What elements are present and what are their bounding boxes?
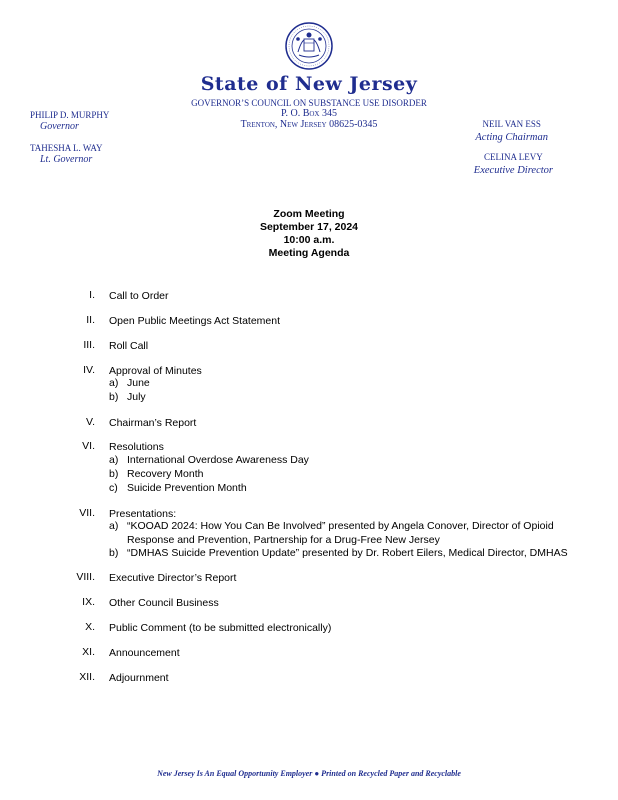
sub-letter: b): [109, 468, 119, 480]
governor-name: PHILIP D. MURPHY: [30, 110, 110, 120]
agenda-number: VII.: [79, 507, 95, 519]
agenda-number: II.: [86, 314, 95, 326]
sub-letter: a): [109, 454, 119, 466]
agenda-text: Presentations:: [109, 508, 177, 520]
agenda-text: Chairman’s Report: [109, 417, 197, 429]
agenda-number: IX.: [82, 596, 95, 608]
agenda-number: VI.: [82, 440, 95, 452]
agenda-text: Open Public Meetings Act Statement: [109, 315, 281, 327]
agenda-text: Approval of Minutes: [109, 365, 202, 377]
meeting-agenda-title: Meeting Agenda: [268, 247, 350, 259]
sub-text: “DMHAS Suicide Prevention Update” presented by Dr. Robert Eilers, Medical Director, DMHAS: [127, 547, 568, 559]
sub-text: “KOOAD 2024: How You Can Be Involved” presented by Angela Conover, Director of Opioid Response and Prevention, Partnership for a Drug-Free New Jersey: [127, 520, 554, 546]
sub-letter: c): [109, 482, 118, 494]
sub-text: Recovery Month: [127, 468, 204, 480]
agenda-number: VIII.: [76, 571, 95, 583]
sub-letter: a): [109, 520, 119, 532]
agenda-number: V.: [86, 416, 95, 428]
chair-name: NEIL VAN ESS: [482, 119, 541, 129]
city-address: Trenton, New Jersey 08625-0345: [240, 119, 378, 130]
director-role: Executive Director: [473, 165, 553, 176]
sub-letter: b): [109, 391, 119, 403]
lt-governor-block: [30, 142, 103, 166]
state-title: State of New Jersey: [200, 73, 418, 95]
agenda-text: Other Council Business: [109, 597, 219, 609]
agenda-number: X.: [85, 621, 95, 633]
meeting-date: September 17, 2024: [259, 221, 359, 233]
agenda-text: Announcement: [109, 647, 180, 659]
po-box: P. O. Box 345: [281, 108, 337, 119]
director-block: [474, 151, 553, 177]
lt-governor-role: Lt. Governor: [40, 154, 93, 165]
agenda-text: Executive Director’s Report: [109, 572, 237, 584]
sub-text: International Overdose Awareness Day: [127, 454, 309, 466]
agenda-number: XI.: [82, 646, 95, 658]
agenda-text: Public Comment (to be submitted electronically): [109, 622, 332, 634]
council-name: GOVERNOR’S COUNCIL ON SUBSTANCE USE DISORDER: [191, 98, 427, 108]
chair-block: [475, 118, 548, 144]
agenda-number: IV.: [83, 364, 95, 376]
meeting-time: 10:00 a.m.: [283, 234, 335, 246]
agenda-text: Roll Call: [109, 340, 149, 352]
sub-letter: a): [109, 377, 119, 389]
director-name: CELINA LEVY: [484, 152, 543, 162]
agenda-number: I.: [89, 289, 95, 301]
meeting-type: Zoom Meeting: [273, 208, 345, 220]
sub-text: July: [127, 391, 146, 403]
agenda-text: Resolutions: [109, 441, 164, 453]
governor-role: Governor: [40, 121, 79, 132]
sub-text: Suicide Prevention Month: [127, 482, 247, 494]
chair-role: Acting Chairman: [475, 132, 548, 143]
governor-block: [30, 109, 109, 133]
agenda-number: XII.: [79, 671, 95, 683]
lt-governor-name: TAHESHA L. WAY: [30, 143, 103, 153]
sub-text: June: [127, 377, 150, 389]
agenda-number: III.: [83, 339, 95, 351]
agenda-text: Call to Order: [109, 290, 169, 302]
state-seal-icon: [285, 22, 333, 70]
sub-letter: b): [109, 547, 119, 559]
footer-text: New Jersey Is An Equal Opportunity Employer ● Printed on Recycled Paper and Recyclable: [157, 769, 461, 778]
agenda-text: Adjournment: [109, 672, 169, 684]
meeting-heading: [0, 208, 618, 260]
